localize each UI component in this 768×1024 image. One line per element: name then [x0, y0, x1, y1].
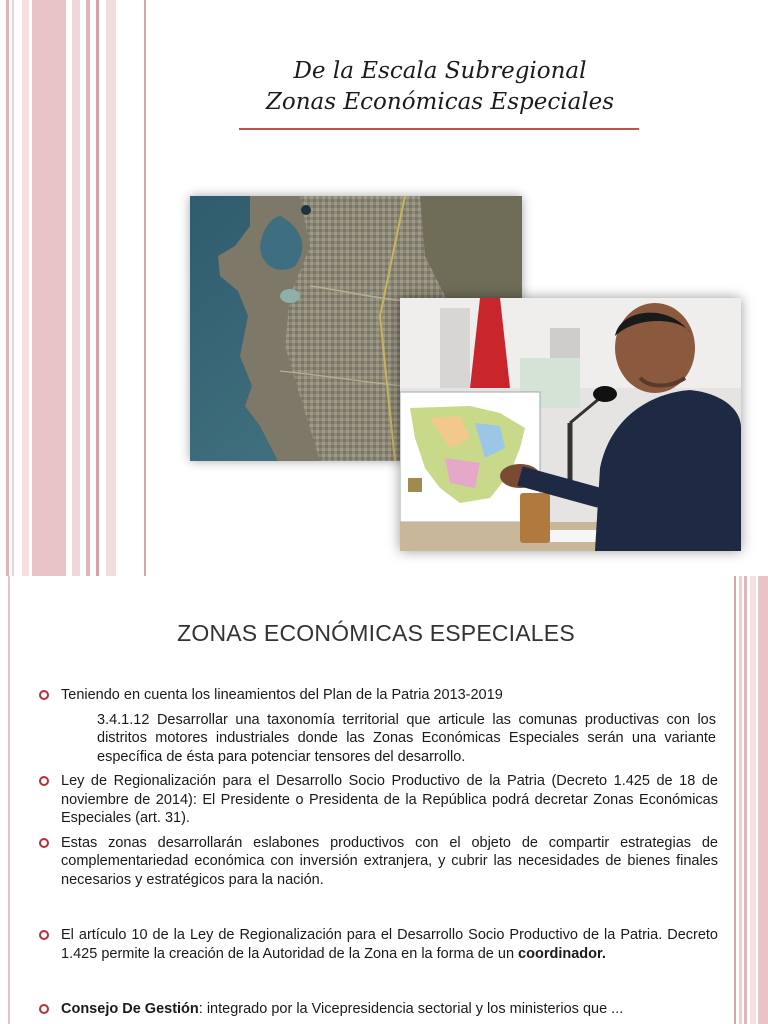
- decorative-stripes: [0, 0, 150, 576]
- bullet-list: [38, 686, 718, 1019]
- bullet-text: Teniendo en cuenta los lineamientos del Plan de la Patria 2013-2019: [61, 687, 503, 703]
- slide-1-title: [200, 56, 680, 118]
- decorative-stripes-right: [730, 576, 768, 1024]
- bullet-text: [61, 926, 718, 963]
- sub-bullet-text: 3.4.1.12 Desarrollar una taxonomía territorial que articule las comunas productivas con los distritos motores industriales donde las Zonas Económicas Especiales serán una variante específica de ésta para potenciar tensores del desarrollo.: [97, 711, 716, 765]
- bullet-icon: [39, 1004, 49, 1014]
- title-line-2: Zonas Económicas Especiales: [265, 89, 615, 115]
- speaker-photo: [400, 298, 741, 551]
- slide-2: [0, 576, 768, 1024]
- list-item: [38, 686, 718, 705]
- bullet-text: Estas zonas desarrollarán eslabones productivos con el objeto de compartir estrategias de complementariedad económica con inversión extranjera, y cubrir las necesidades de bienes finales necesarios y estratégicos para la nación.: [61, 834, 718, 888]
- list-item: [38, 772, 718, 828]
- bullet-icon: [39, 690, 49, 700]
- bullet-text: Ley de Regionalización para el Desarrollo Socio Productivo de la Patria (Decreto 1.425 de 18 de noviembre de 2014): El Presidente o Presidenta de la República podrá decretar Zonas Económicas Especiales (art. 31).: [61, 773, 718, 826]
- bullet-text-regular: El artículo 10 de la Ley de Regionalización para el Desarrollo Socio Productivo de la Patria. Decreto 1.425 permite la creación de la Autoridad de la Zona en la forma de un: [61, 927, 718, 962]
- list-item: [38, 926, 718, 963]
- title-line-1: De la Escala Subregional: [293, 58, 587, 84]
- bullet-icon: [39, 930, 49, 940]
- bullet-icon: [39, 838, 49, 848]
- list-item: [38, 834, 718, 890]
- bullet-text-bold: Consejo De Gestión: [61, 1001, 199, 1017]
- speaker-photo-icon: [400, 298, 741, 551]
- bullet-text-bold: coordinador.: [518, 945, 606, 962]
- slide-2-title: ZONAS ECONÓMICAS ESPECIALES: [177, 620, 575, 646]
- bullet-text-regular: : integrado por la Vicepresidencia sectorial y los ministerios que ...: [198, 1001, 624, 1017]
- title-underline: [239, 128, 639, 130]
- left-border: [8, 576, 10, 1024]
- bullet-icon: [39, 776, 49, 786]
- list-item: [38, 1000, 718, 1019]
- bullet-text: [61, 1000, 718, 1019]
